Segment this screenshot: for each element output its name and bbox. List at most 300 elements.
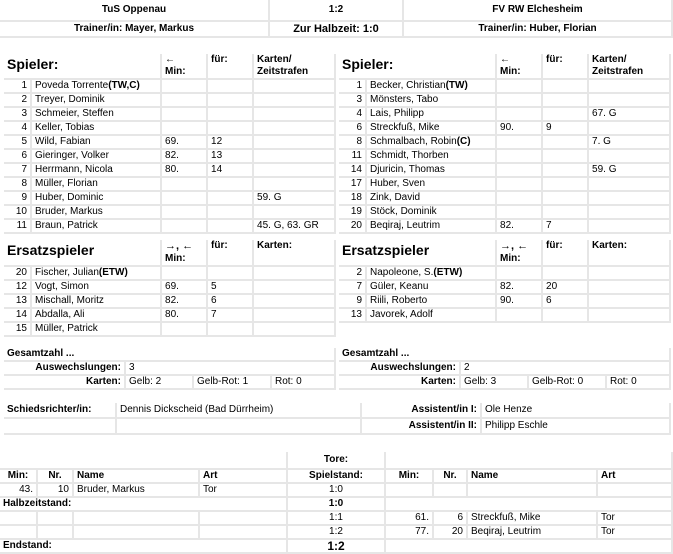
ersatz-heading: Ersatzspieler [339,240,497,267]
assistant2-label: Assistent/in II: [362,419,482,435]
sub-minute [497,206,543,220]
player-name: Herrmann, Nicola [35,164,113,175]
player-number: 7 [339,281,367,295]
sub-minute: 82. [497,281,543,295]
player-row [339,281,671,295]
goal-minute: 77. [386,526,434,540]
home-team: TuS Oppenau [0,0,270,22]
score-progression: 1:0 [288,484,386,498]
player-number: 8 [4,178,32,192]
empty-cell [74,526,200,540]
sub-minute: 82. [497,220,543,234]
player-number: 14 [4,309,32,323]
spielstand-heading: Spielstand: [288,470,386,484]
away-subs-table [339,240,671,323]
gelbrot-count: Gelb-Rot: 1 [194,376,272,390]
player-name: Poveda Torrente [35,80,109,91]
auswechslungen-label: Auswechslungen: [4,362,126,376]
player-name-cell [32,178,162,192]
goals-table [0,452,673,554]
goal-scorer-nr: 10 [38,484,74,498]
player-name: Vogt, Simon [35,281,89,292]
sub-minute [162,94,208,108]
player-name: Stöck, Dominik [370,206,437,217]
player-name: Lais, Philipp [370,108,424,119]
goal-min-heading: Min: [386,470,434,484]
player-cards [589,122,671,136]
karten-heading: Karten: [254,240,336,267]
player-number: 10 [4,206,32,220]
sub-minute [162,80,208,94]
goal-art-heading: Art [598,470,673,484]
player-cards: 45. G, 63. GR [254,220,336,234]
player-row [339,122,671,136]
sub-for [208,178,254,192]
player-name: Zink, David [370,192,421,203]
player-cards [589,220,671,234]
player-row [4,178,336,192]
empty-cell [386,452,673,470]
sub-for: 13 [208,150,254,164]
sub-for [543,108,589,122]
player-name: Güler, Keanu [370,281,429,292]
min-heading: ← Min: [162,54,208,80]
player-cards: 59. G [589,164,671,178]
player-row [339,267,671,281]
player-name: Riili, Roberto [370,295,428,306]
goal-min-heading: Min: [0,470,38,484]
goal-scorer-nr: 20 [434,526,468,540]
gesamt-label: Gesamtzahl ... [4,348,336,362]
player-row [4,281,336,295]
player-row [4,122,336,136]
goal-name-heading: Name [74,470,200,484]
player-number: 20 [339,220,367,234]
player-name-cell [32,323,162,337]
player-cards [254,80,336,94]
player-cards: 67. G [589,108,671,122]
player-number: 1 [4,80,32,94]
karten-heading: Karten/ Zeitstrafen [589,54,671,80]
player-cards [254,94,336,108]
karten-label: Karten: [4,376,126,390]
sub-for: 9 [543,122,589,136]
empty-cell [4,419,117,435]
player-cards [254,136,336,150]
sub-for: 5 [208,281,254,295]
sub-for: 20 [543,281,589,295]
away-team: FV RW Elchesheim [404,0,673,22]
sub-for [543,309,589,323]
empty-cell [74,512,200,526]
sub-minute [497,192,543,206]
sub-for [543,178,589,192]
endstand-label: Endstand: [0,540,288,554]
fuer-heading: für: [208,240,254,267]
gelb-count: Gelb: 3 [461,376,529,390]
player-cards [589,281,671,295]
empty-cell [0,512,38,526]
player-name-cell [32,80,162,94]
sub-minute [497,178,543,192]
player-name: Becker, Christian [370,80,446,91]
player-name: Wild, Fabian [35,136,91,147]
goal-type: Tor [598,526,673,540]
player-cards [254,178,336,192]
empty-cell [598,484,673,498]
player-name-cell [367,178,497,192]
player-cards [254,122,336,136]
final-score-bottom: 1:2 [288,540,386,554]
player-name: Gieringer, Volker [35,150,109,161]
player-row [4,80,336,94]
player-row [4,323,336,337]
fuer-heading: für: [543,54,589,80]
player-name-cell [367,192,497,206]
halftime-score: Zur Halbzeit: 1:0 [270,22,404,38]
min-heading: →, ← Min: [497,240,543,267]
sub-for: 6 [208,295,254,309]
player-role-tag: (C) [456,136,471,147]
player-cards [254,108,336,122]
player-cards [254,281,336,295]
player-name-cell [367,309,497,323]
player-row [339,192,671,206]
player-name-cell [32,220,162,234]
empty-cell [386,498,673,512]
player-name-cell [32,192,162,206]
sub-for [543,94,589,108]
empty-cell [434,484,468,498]
final-score: 1:2 [270,0,404,22]
player-number: 9 [4,192,32,206]
sub-for [208,220,254,234]
karten-heading: Karten/ Zeitstrafen [254,54,336,80]
player-number: 17 [339,178,367,192]
player-row [339,178,671,192]
goal-scorer-name: Streckfuß, Mike [468,512,598,526]
referee-label: Schiedsrichter/in: [4,403,117,419]
player-cards [254,309,336,323]
player-name: Huber, Dominic [35,192,104,203]
min-heading: ← Min: [497,54,543,80]
player-name: Napoleone, S. [370,267,434,278]
empty-cell [38,512,74,526]
player-name-cell [367,136,497,150]
goal-nr-heading: Nr. [38,470,74,484]
rot-count: Rot: 0 [272,376,336,390]
player-name: Treyer, Dominik [35,94,105,105]
player-name-cell [367,94,497,108]
player-row [4,295,336,309]
away-coach: Trainer/in: Huber, Florian [404,22,673,38]
player-cards [254,295,336,309]
sub-for [208,267,254,281]
empty-cell [200,526,288,540]
player-cards [589,94,671,108]
sub-for [208,323,254,337]
player-number: 15 [4,323,32,337]
player-name-cell [32,309,162,323]
sub-minute [162,220,208,234]
sub-minute [162,206,208,220]
goal-scorer-nr: 6 [434,512,468,526]
sub-minute [497,309,543,323]
player-name-cell [367,206,497,220]
player-name: Fischer, Julian [35,267,99,278]
sub-for [208,108,254,122]
player-name-cell [367,150,497,164]
goal-nr-heading: Nr. [434,470,468,484]
player-name-cell [32,267,162,281]
empty-cell [117,419,362,435]
player-name-cell [367,281,497,295]
player-name-cell [32,295,162,309]
player-cards [589,309,671,323]
player-role-tag: (TW,C) [108,80,140,91]
goal-type: Tor [200,484,288,498]
player-row [339,295,671,309]
rot-count: Rot: 0 [607,376,671,390]
player-cards [254,150,336,164]
tore-heading: Tore: [288,452,386,470]
sub-for [208,122,254,136]
player-row [4,192,336,206]
sub-for [543,192,589,206]
sub-minute: 80. [162,309,208,323]
player-number: 4 [339,108,367,122]
player-name: Beqiraj, Leutrim [370,220,441,231]
player-row [339,136,671,150]
player-number: 13 [4,295,32,309]
player-cards [589,80,671,94]
karten-heading: Karten: [589,240,671,267]
player-name-cell [367,164,497,178]
player-row [4,309,336,323]
sub-for: 6 [543,295,589,309]
player-name: Mischall, Moritz [35,295,104,306]
player-name-cell [367,220,497,234]
empty-cell [0,526,38,540]
spieler-heading: Spieler: [4,54,162,80]
goal-scorer-name: Bruder, Markus [74,484,200,498]
sub-minute: 82. [162,150,208,164]
sub-minute [162,108,208,122]
player-name-cell [32,206,162,220]
sub-minute [497,94,543,108]
sub-minute [497,150,543,164]
gelb-count: Gelb: 2 [126,376,194,390]
officials-table [4,403,671,435]
goal-scorer-name: Beqiraj, Leutrim [468,526,598,540]
player-name: Schmalbach, Robin [370,136,457,147]
assistant1-label: Assistent/in I: [362,403,482,419]
player-row [339,309,671,323]
goal-minute: 43. [0,484,38,498]
player-name: Mönsters, Tabo [370,94,439,105]
assistant1-value: Ole Henze [482,403,671,419]
player-cards [589,295,671,309]
player-cards [589,206,671,220]
player-number: 2 [339,267,367,281]
sub-minute [162,192,208,206]
sub-for [543,206,589,220]
player-number: 5 [4,136,32,150]
sub-for [543,267,589,281]
player-number: 9 [339,295,367,309]
player-number: 6 [4,150,32,164]
player-number: 11 [4,220,32,234]
sub-minute [162,267,208,281]
score-progression: 1:2 [288,526,386,540]
player-row [4,108,336,122]
player-row [4,136,336,150]
player-number: 3 [339,94,367,108]
sub-for [543,80,589,94]
fuer-heading: für: [543,240,589,267]
match-header [0,0,673,38]
player-row [4,220,336,234]
home-starters-table [4,54,336,234]
sub-minute: 82. [162,295,208,309]
player-name-cell [367,80,497,94]
player-name: Müller, Florian [35,178,98,189]
player-number: 12 [4,281,32,295]
goal-art-heading: Art [200,470,288,484]
player-name: Huber, Sven [370,178,426,189]
sub-for: 14 [208,164,254,178]
player-role-tag: (ETW) [98,267,128,278]
player-row [4,150,336,164]
player-row [339,164,671,178]
player-name-cell [32,122,162,136]
sub-minute: 80. [162,164,208,178]
sub-minute [497,108,543,122]
player-cards: 7. G [589,136,671,150]
player-row [339,150,671,164]
player-number: 20 [4,267,32,281]
home-totals [4,348,336,390]
goal-name-heading: Name [468,470,598,484]
player-cards [254,323,336,337]
empty-cell [468,484,598,498]
player-row [4,267,336,281]
sub-for [208,80,254,94]
gesamt-label: Gesamtzahl ... [339,348,671,362]
empty-cell [38,526,74,540]
player-name-cell [32,94,162,108]
min-heading: →, ← Min: [162,240,208,267]
karten-label: Karten: [339,376,461,390]
away-starters-table [339,54,671,234]
player-name-cell [32,108,162,122]
assistant2-value: Philipp Eschle [482,419,671,435]
sub-for [208,192,254,206]
player-number: 7 [4,164,32,178]
halbzeitstand-label: Halbzeitstand: [0,498,288,512]
sub-for: 7 [543,220,589,234]
sub-minute [162,323,208,337]
score-progression: 1:1 [288,512,386,526]
player-cards [589,178,671,192]
sub-minute [497,267,543,281]
score-progression: 1:0 [288,498,386,512]
player-number: 14 [339,164,367,178]
player-name-cell [367,267,497,281]
player-name: Djuricin, Thomas [370,164,445,175]
player-name: Schmidt, Thorben [370,150,449,161]
empty-cell [386,484,434,498]
sub-for [208,206,254,220]
goal-type: Tor [598,512,673,526]
player-number: 4 [4,122,32,136]
player-cards [254,164,336,178]
player-name: Keller, Tobias [35,122,95,133]
sub-minute: 69. [162,136,208,150]
player-name: Braun, Patrick [35,220,98,231]
sub-minute [497,136,543,150]
player-role-tag: (TW) [445,80,468,91]
player-row [339,94,671,108]
player-number: 6 [339,122,367,136]
sub-for [543,150,589,164]
sub-for [208,94,254,108]
player-number: 1 [339,80,367,94]
spieler-heading: Spieler: [339,54,497,80]
player-name: Abdalla, Ali [35,309,85,320]
away-totals [339,348,671,390]
auswechslungen-value: 3 [126,362,336,376]
player-cards [254,206,336,220]
sub-for [543,164,589,178]
sub-minute [497,164,543,178]
player-name-cell [367,295,497,309]
home-coach: Trainer/in: Mayer, Markus [0,22,270,38]
player-name: Schmeier, Steffen [35,108,114,119]
empty-cell [386,540,673,554]
player-cards: 59. G [254,192,336,206]
player-role-tag: (ETW) [433,267,463,278]
player-number: 2 [4,94,32,108]
player-number: 13 [339,309,367,323]
empty-cell [200,512,288,526]
fuer-heading: für: [208,54,254,80]
player-name-cell [32,136,162,150]
ersatz-heading: Ersatzspieler [4,240,162,267]
sub-for: 12 [208,136,254,150]
player-number: 18 [339,192,367,206]
player-name-cell [32,281,162,295]
player-number: 19 [339,206,367,220]
player-number: 8 [339,136,367,150]
sub-minute [162,178,208,192]
player-row [339,220,671,234]
player-row [339,206,671,220]
player-number: 3 [4,108,32,122]
player-row [4,94,336,108]
player-row [4,206,336,220]
player-name: Javorek, Adolf [370,309,433,320]
player-name-cell [367,108,497,122]
player-cards [589,150,671,164]
player-number: 11 [339,150,367,164]
sub-minute [497,80,543,94]
sub-for: 7 [208,309,254,323]
gelbrot-count: Gelb-Rot: 0 [529,376,607,390]
auswechslungen-value: 2 [461,362,671,376]
player-name-cell [32,150,162,164]
player-name: Müller, Patrick [35,323,98,334]
